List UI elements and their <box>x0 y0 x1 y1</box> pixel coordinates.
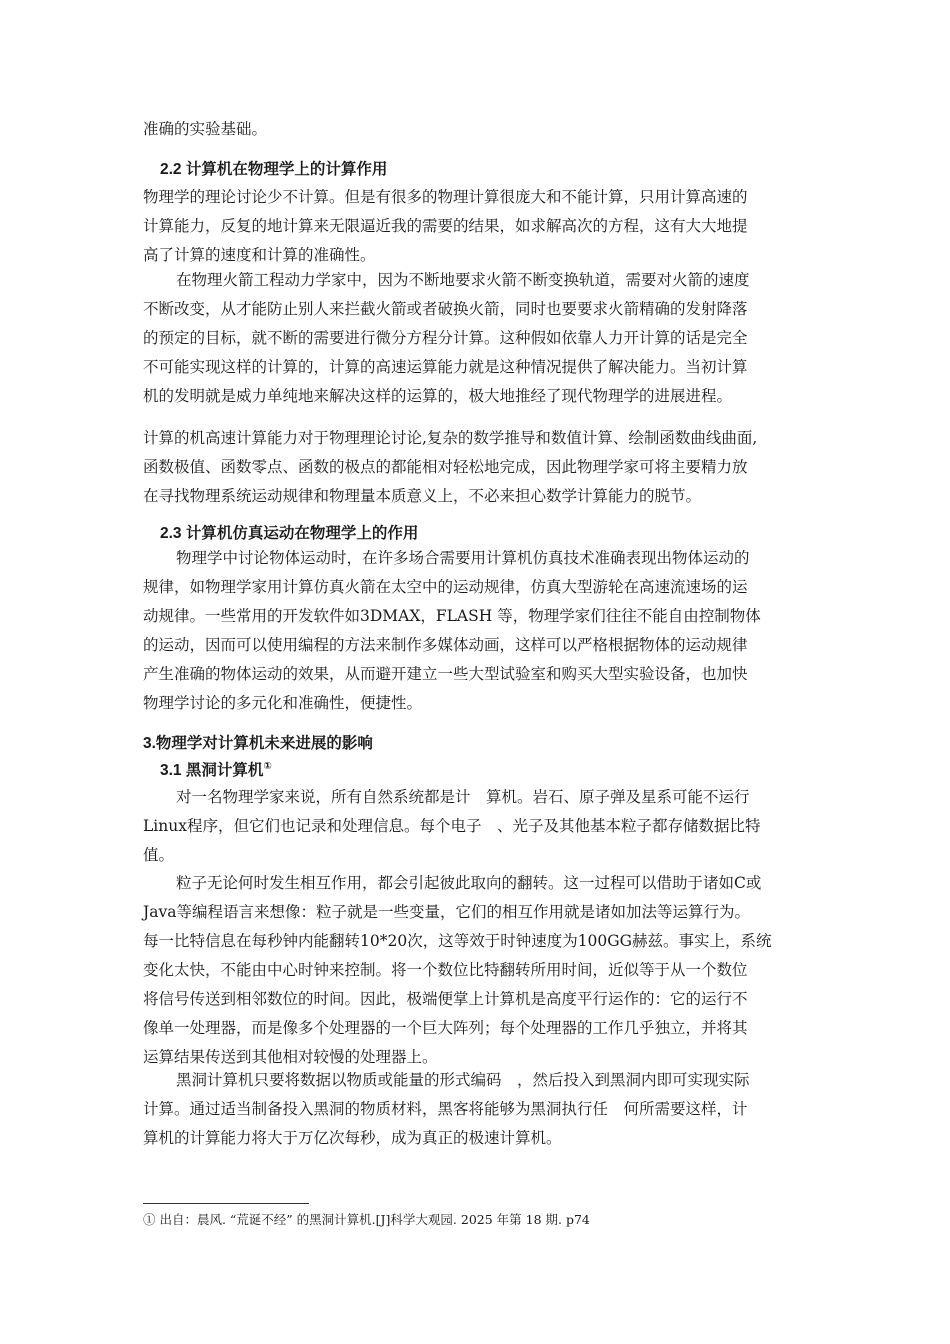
text-line: 在物理火箭工程动力学家中，因为不断地要求火箭不断变换轨道，需要对火箭的速度 <box>176 271 750 289</box>
text-line: 物理学中讨论物体运动时，在许多场合需要用计算机仿真技术准确表现出物体运动的 <box>176 549 750 567</box>
heading-text: 3.1 黑洞计算机 <box>160 762 264 779</box>
text-line: 计算。通过适当制备投入黑洞的物质材料，黑客将能够为黑洞执行任 何所需要这样，计 <box>143 1100 748 1118</box>
text-line: 函数极值、函数零点、函数的极点的都能相对轻松地完成，因此物理学家可将主要精力放 <box>143 458 748 476</box>
text-line: 粒子无论何时发生相互作用，都会引起彼此取向的翻转。这一过程可以借助于诸如C或 <box>176 874 762 892</box>
text-line: 不断改变，从才能防止别人来拦截火箭或者破换火箭，同时也要要求火箭精确的发射降落 <box>143 300 748 318</box>
text-line: 物理学的理论讨论少不计算。但是有很多的物理计算很庞大和不能计算，只用计算高速的 <box>143 188 748 206</box>
text-line: 动规律。一些常用的开发软件如3DMAX，FLASH 等，物理学家们往往不能自由控制物体 <box>143 607 761 625</box>
paragraph-3-1-a <box>143 783 813 870</box>
text-line: 产生准确的物体运动的效果，从而避开建立一些大型试验室和购买大型实验设备，也加快 <box>143 665 748 683</box>
text-line: 准确的实验基础。 <box>143 120 268 138</box>
text-line: 物理学讨论的多元化和准确性，便捷性。 <box>143 694 423 712</box>
paragraph-intro <box>143 115 813 144</box>
text-line: 每一比特信息在每秒钟内能翻转10*20次，这等效于时钟速度为100GG赫兹。事实上，系统 <box>143 932 772 950</box>
footnote-marker: ① <box>263 760 272 772</box>
text-line: 机的发明就是威力单纯地来解决这样的运算的，极大地推经了现代物理学的进展进程。 <box>143 387 733 405</box>
paragraph-2-2-b <box>143 266 813 411</box>
paragraph-2-3 <box>143 544 813 718</box>
text-line: Java等编程语言来想像：粒子就是一些变量，它们的相互作用就是诸如加法等运算行为。 <box>143 903 750 921</box>
text-line: 规律，如物理学家用计算仿真火箭在太空中的运动规律，仿真大型游轮在高速流速场的运 <box>143 578 748 596</box>
text-line: 高了计算的速度和计算的准确性。 <box>143 246 376 264</box>
text-line: 的运动，因而可以使用编程的方法来制作多媒体动画，这样可以严格根据物体的运动规律 <box>143 636 748 654</box>
text-line: 算机的计算能力将大于万亿次每秒，成为真正的极速计算机。 <box>143 1129 562 1147</box>
paragraph-3-1-c <box>143 1066 813 1153</box>
section-heading-3-1 <box>160 758 272 780</box>
text-line: 变化太快，不能由中心时钟来控制。将一个数位比特翻转所用时间，近似等于从一个数位 <box>143 961 748 979</box>
text-line: 的预定的目标，就不断的需要进行微分方程分计算。这种假如依靠人力开计算的话是完全 <box>143 329 748 347</box>
section-heading-2-3: 2.3 计算机仿真运动在物理学上的作用 <box>160 525 419 542</box>
paragraph-3-1-b <box>143 869 813 1072</box>
text-line: 计算的机高速计算能力对于物理理论讨论,复杂的数学推导和数值计算、绘制函数曲线曲面, <box>143 429 758 447</box>
section-heading-3: 3.物理学对计算机未来进展的影响 <box>143 735 373 752</box>
text-line: 像单一处理器，而是像多个处理器的一个巨大阵列；每个处理器的工作几乎独立，并将其 <box>143 1019 748 1037</box>
paragraph-2-2-c <box>143 424 813 511</box>
footnote-divider <box>143 1203 309 1204</box>
text-line: 不可能实现这样的计算的，计算的高速运算能力就是这种情况提供了解决能力。当初计算 <box>143 358 748 376</box>
section-heading-2-2: 2.2 计算机在物理学上的计算作用 <box>160 161 388 178</box>
paragraph-2-2-a <box>143 183 813 270</box>
text-line: 黑洞计算机只要将数据以物质或能量的形式编码 ，然后投入到黑洞内即可实现实际 <box>176 1071 750 1089</box>
text-line: Linux程序，但它们也记录和处理信息。每个电子 、光子及其他基本粒子都存储数据比特 <box>143 817 761 835</box>
text-line: 在寻找物理系统运动规律和物理量本质意义上，不必来担心数学计算能力的脱节。 <box>143 487 702 505</box>
footnote: ① 出自：晨风. “荒诞不经” 的黑洞计算机.[J]科学大观园. 2025 年第 18 期. p74 <box>143 1212 590 1227</box>
text-line: 计算能力，反复的地计算来无限逼近我的需要的结果，如求解高次的方程，这有大大地提 <box>143 217 748 235</box>
text-line: 将信号传送到相邻数位的时间。因此，极端便掌上计算机是高度平行运作的：它的运行不 <box>143 990 748 1008</box>
text-line: 运算结果传送到其他相对较慢的处理器上。 <box>143 1048 438 1066</box>
text-line: 对一名物理学家来说，所有自然系统都是计 算机。岩石、原子弹及星系可能不运行 <box>176 788 750 806</box>
text-line: 值。 <box>143 846 175 864</box>
